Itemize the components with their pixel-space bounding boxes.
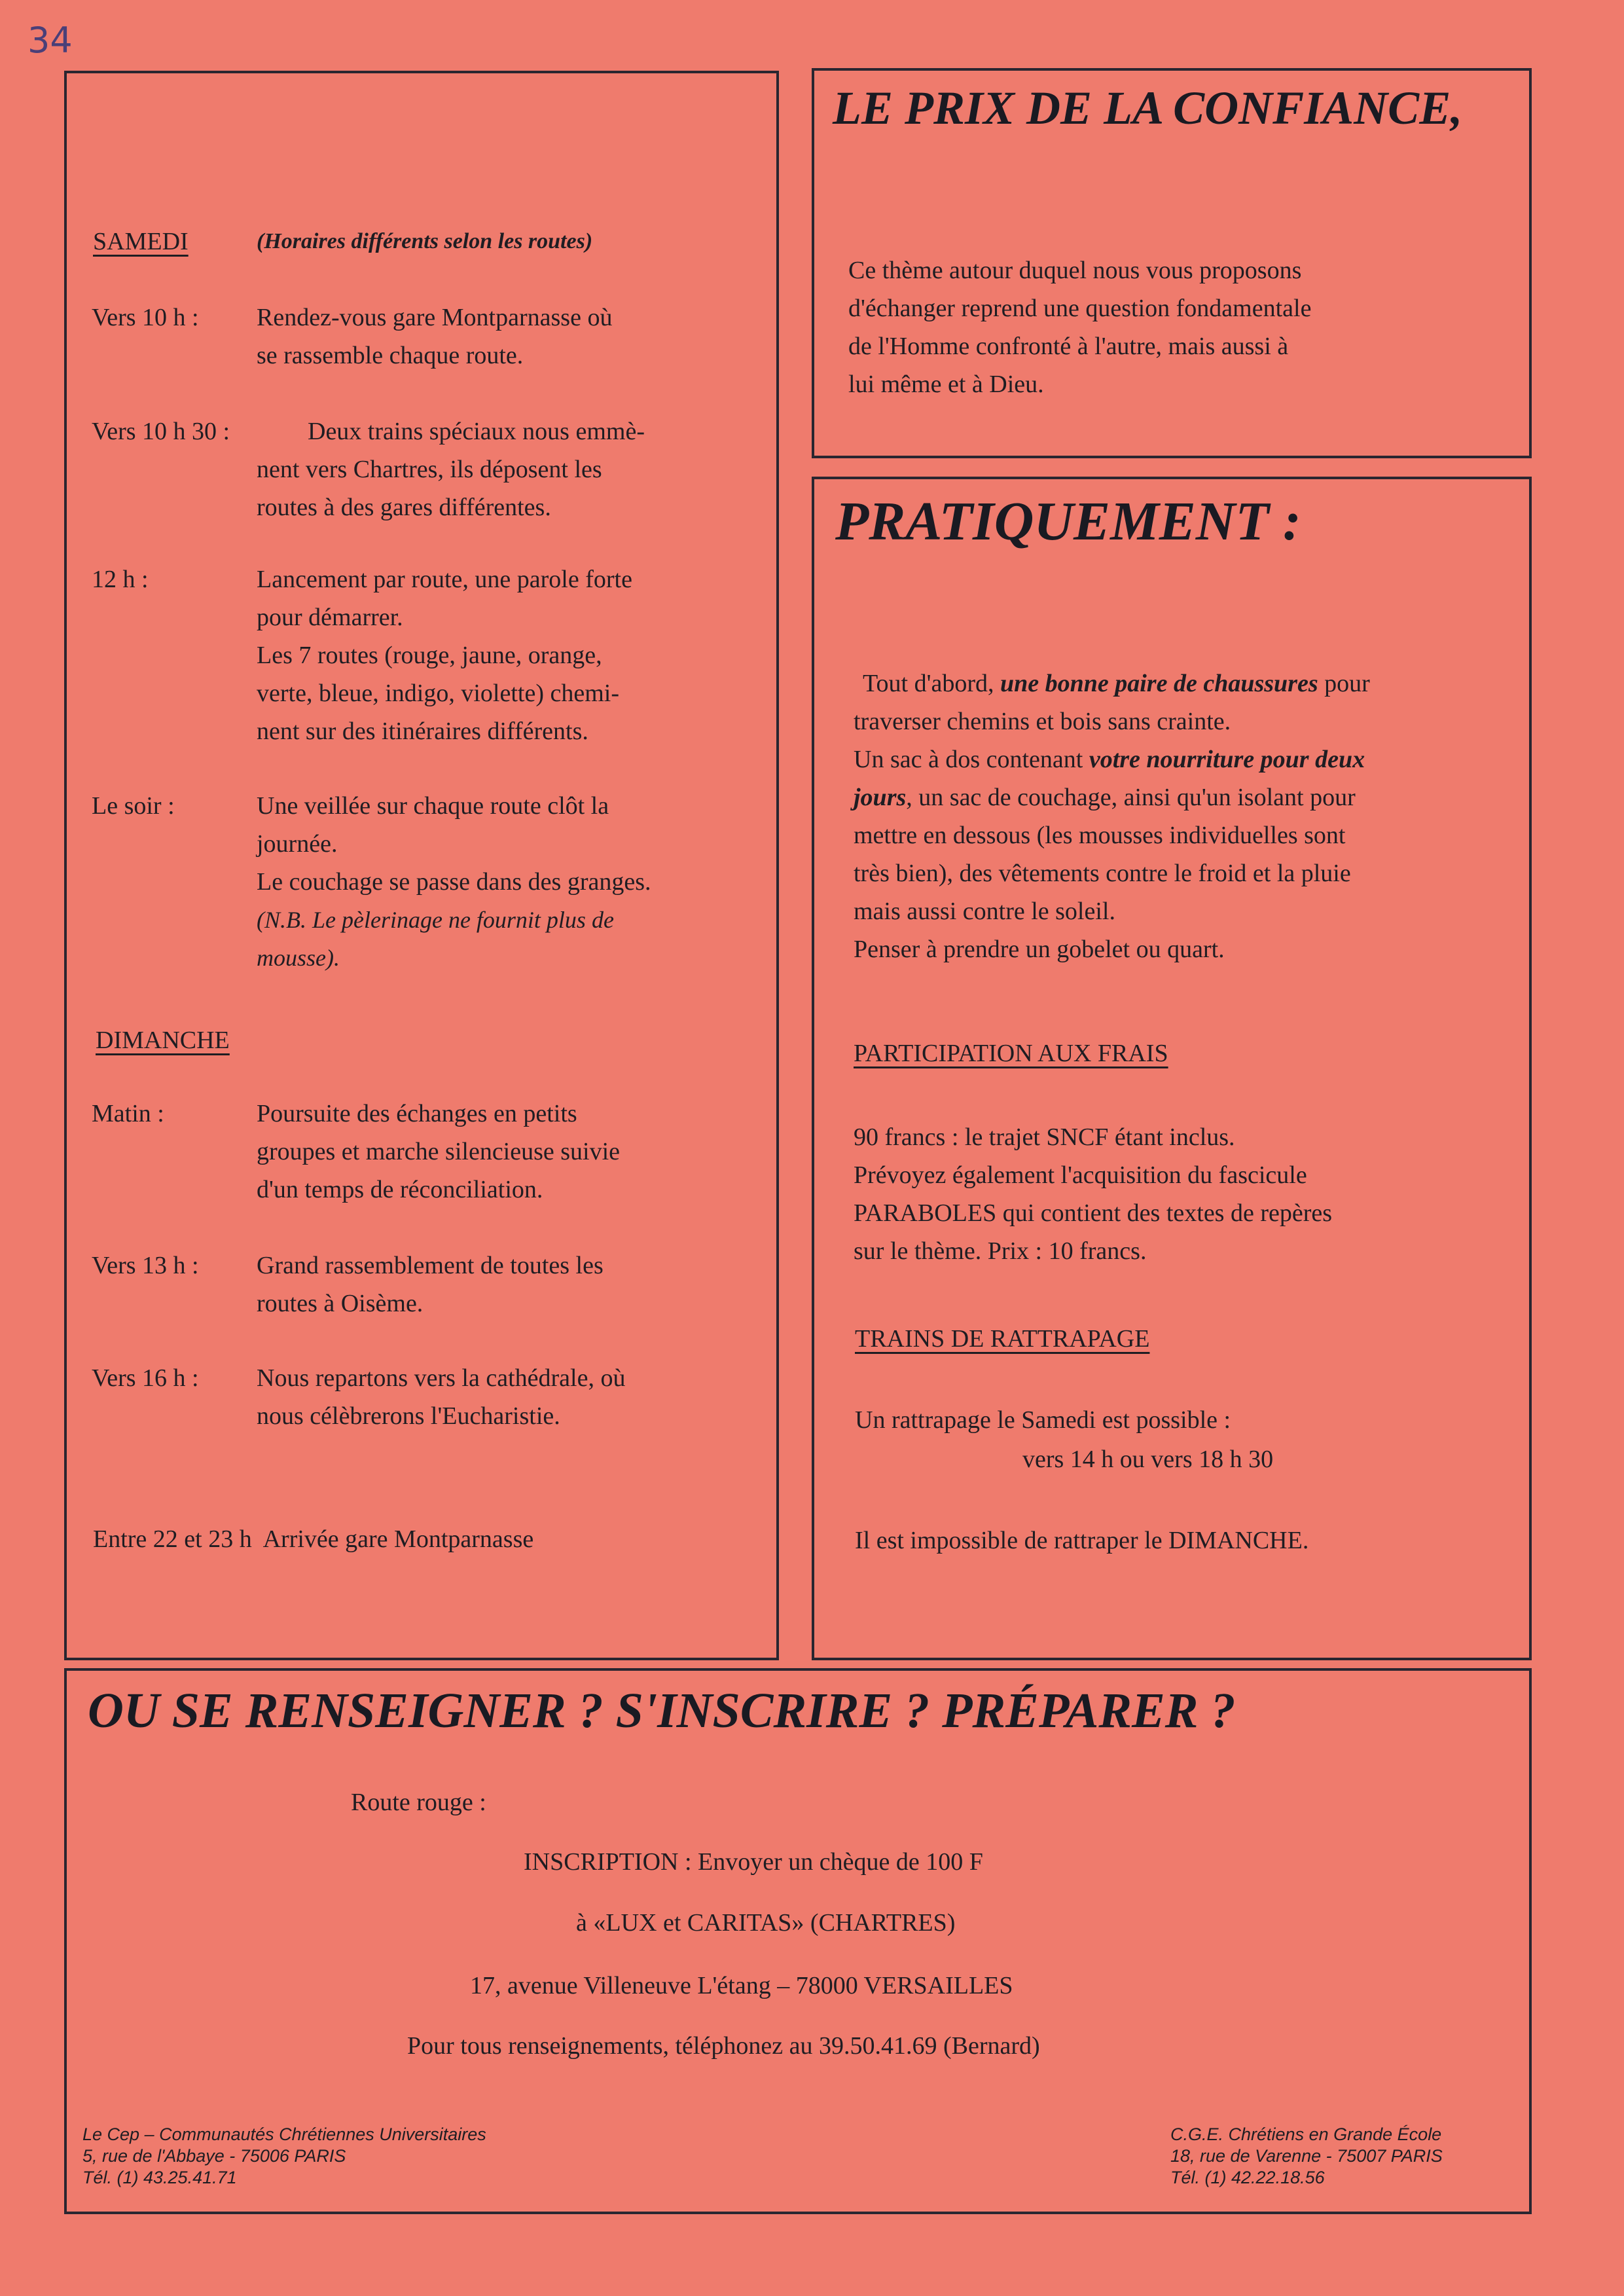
frais-heading: PARTICIPATION AUX FRAIS	[854, 1040, 1168, 1067]
trains-line-3: Il est impossible de rattraper le DIMANCHE.	[855, 1527, 1309, 1554]
page-number: 34	[27, 20, 73, 61]
footer-right-address: C.G.E. Chrétiens en Grande École 18, rue de Varenne - 75007 PARIS Tél. (1) 42.22.18.56	[1170, 2124, 1443, 2187]
footer-left-address: Le Cep – Communautés Chrétiennes Universitaires 5, rue de l'Abbaye - 75006 PARIS Tél. (1) 43.25.41.71	[82, 2124, 486, 2187]
inscription-title: OU SE RENSEIGNER ? S'INSCRIRE ? PRÉPARER ?	[88, 1683, 1236, 1738]
phone-line: Pour tous renseignements, téléphonez au 39.50.41.69 (Bernard)	[407, 2032, 1040, 2060]
frais-text: 90 francs : le trajet SNCF étant inclus. Prévoyez également l'acquisition du fascicule PARABOLES qui contient des textes de repères sur le thème. Prix : 10 francs.	[854, 1123, 1333, 1265]
schedule-item: Le soir : Une veillée sur chaque route clôt la journée. Le couchage se passe dans des granges. (N.B. Le pèlerinage ne fournit plus de mousse).	[92, 792, 651, 971]
arrival-line: Entre 22 et 23 h Arrivée gare Montparnasse	[93, 1525, 534, 1553]
trains-line-2: vers 14 h ou vers 18 h 30	[1022, 1446, 1274, 1473]
address-line: 17, avenue Villeneuve L'étang – 78000 VERSAILLES	[470, 1972, 1013, 1999]
confiance-title: LE PRIX DE LA CONFIANCE,	[833, 82, 1463, 134]
samedi-note: (Horaires différents selon les routes)	[257, 229, 593, 253]
pratiquement-title: PRATIQUEMENT :	[835, 491, 1301, 552]
route-label: Route rouge :	[351, 1789, 486, 1816]
trains-line-1: Un rattrapage le Samedi est possible :	[855, 1406, 1231, 1434]
trains-heading: TRAINS DE RATTRAPAGE	[855, 1325, 1150, 1353]
schedule-item: Matin : Poursuite des échanges en petits groupes et marche silencieuse suivie d'un temps de réconciliation.	[92, 1100, 621, 1203]
schedule-item: Vers 13 h : Grand rassemblement de toutes les routes à Oisème.	[92, 1252, 604, 1317]
schedule-item: Vers 16 h : Nous repartons vers la cathédrale, où nous célèbrerons l'Eucharistie.	[92, 1364, 626, 1430]
inscription-line: INSCRIPTION : Envoyer un chèque de 100 F	[524, 1848, 983, 1876]
payee-line: à «LUX et CARITAS» (CHARTRES)	[576, 1909, 956, 1937]
samedi-heading: SAMEDI	[93, 228, 189, 255]
schedule-item: Vers 10 h : Rendez-vous gare Montparnasse où se rassemble chaque route.	[92, 304, 613, 369]
confiance-text: Ce thème autour duquel nous vous proposons d'échanger reprend une question fondamentale de l'Homme confronté à l'autre, mais aussi à lui même et à Dieu.	[848, 257, 1312, 398]
schedule-item: 12 h : Lancement par route, une parole forte pour démarrer. Les 7 routes (rouge, jaune, orange, verte, bleue, indigo, violette) chemi- nent sur des itinéraires différents.	[92, 566, 632, 745]
pratiquement-text: Tout d'abord, une bonne paire de chaussures pour traverser chemins et bois sans crainte. Un sac à dos contenant votre nourriture pour deux jours, un sac de couchage, ainsi qu'un isolant pour mettre en dessous (les mousses individuelles sont très bien), des vêtements contre le froid et la pluie mais aussi contre le soleil. Penser à prendre un gobelet ou quart.	[854, 670, 1370, 963]
dimanche-heading: DIMANCHE	[96, 1027, 230, 1054]
schedule-item: Vers 10 h 30 : Deux trains spéciaux nous emmè- nent vers Chartres, ils déposent les routes à des gares différentes.	[92, 418, 645, 521]
